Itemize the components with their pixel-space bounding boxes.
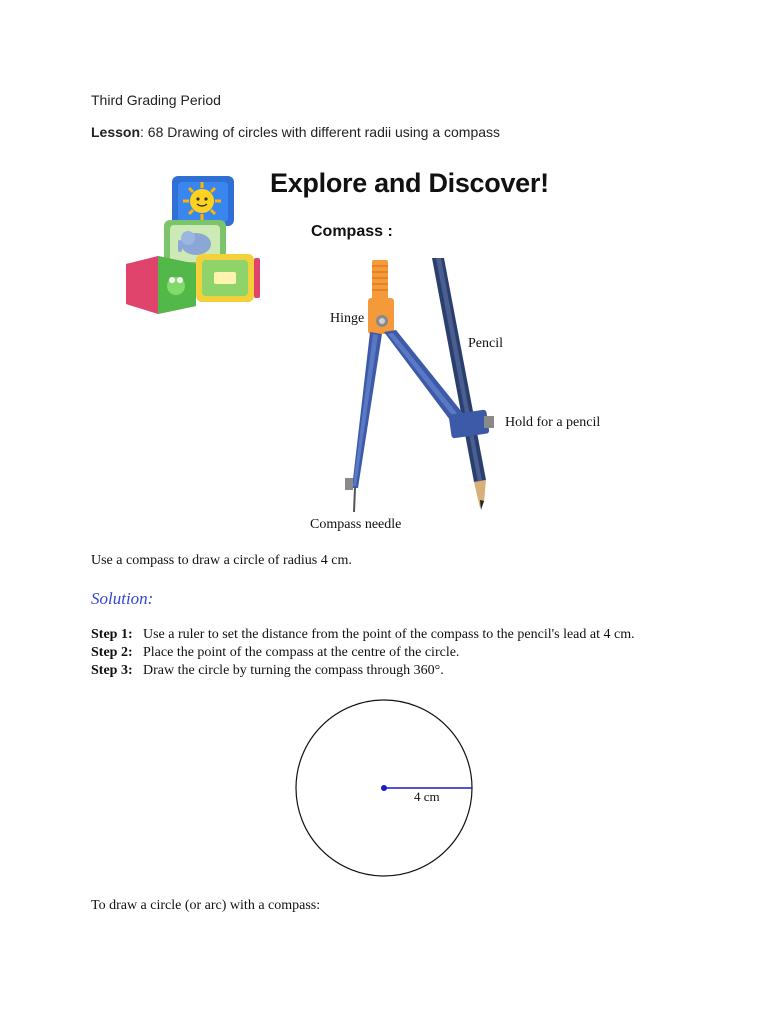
lesson-label: Lesson bbox=[91, 124, 141, 140]
step-2 bbox=[91, 645, 459, 661]
step-2-label: Step 2: bbox=[91, 645, 133, 660]
frog-block bbox=[126, 256, 196, 314]
pencil bbox=[432, 258, 486, 510]
lesson-line bbox=[91, 124, 500, 140]
step-1-label: Step 1: bbox=[91, 627, 133, 642]
center-point bbox=[381, 785, 387, 791]
radius-label: 4 cm bbox=[414, 789, 440, 804]
circle-diagram bbox=[290, 692, 480, 882]
sun-block bbox=[172, 176, 234, 226]
step-3 bbox=[91, 663, 444, 679]
step-1 bbox=[91, 627, 635, 643]
pencil-holder-label: Hold for a pencil bbox=[505, 415, 601, 430]
hinge-label: Hinge bbox=[330, 311, 365, 326]
compass-heading: Compass : bbox=[311, 223, 393, 240]
toy-blocks-image bbox=[118, 168, 263, 316]
step-1-text: Use a ruler to set the distance from the point of the compass to the pencil's lead at 4 cm. bbox=[143, 627, 635, 642]
explore-title: Explore and Discover! bbox=[270, 168, 549, 198]
yellow-block bbox=[196, 254, 260, 302]
compass-illustration bbox=[300, 250, 510, 515]
closing-text: To draw a circle (or arc) with a compass: bbox=[91, 898, 321, 913]
lesson-text: : 68 Drawing of circles with different radii using a compass bbox=[140, 124, 501, 140]
pencil-label: Pencil bbox=[468, 336, 503, 351]
step-3-label: Step 3: bbox=[91, 663, 133, 678]
question-text: Use a compass to draw a circle of radius 4 cm. bbox=[91, 553, 352, 568]
step-2-text: Place the point of the compass at the centre of the circle. bbox=[143, 645, 460, 660]
hinge-part bbox=[368, 260, 394, 334]
grading-period: Third Grading Period bbox=[91, 92, 221, 108]
needle-leg bbox=[345, 332, 382, 512]
step-3-text: Draw the circle by turning the compass through 360°. bbox=[143, 663, 444, 678]
compass-needle-label: Compass needle bbox=[310, 517, 402, 532]
solution-heading: Solution: bbox=[91, 589, 154, 608]
